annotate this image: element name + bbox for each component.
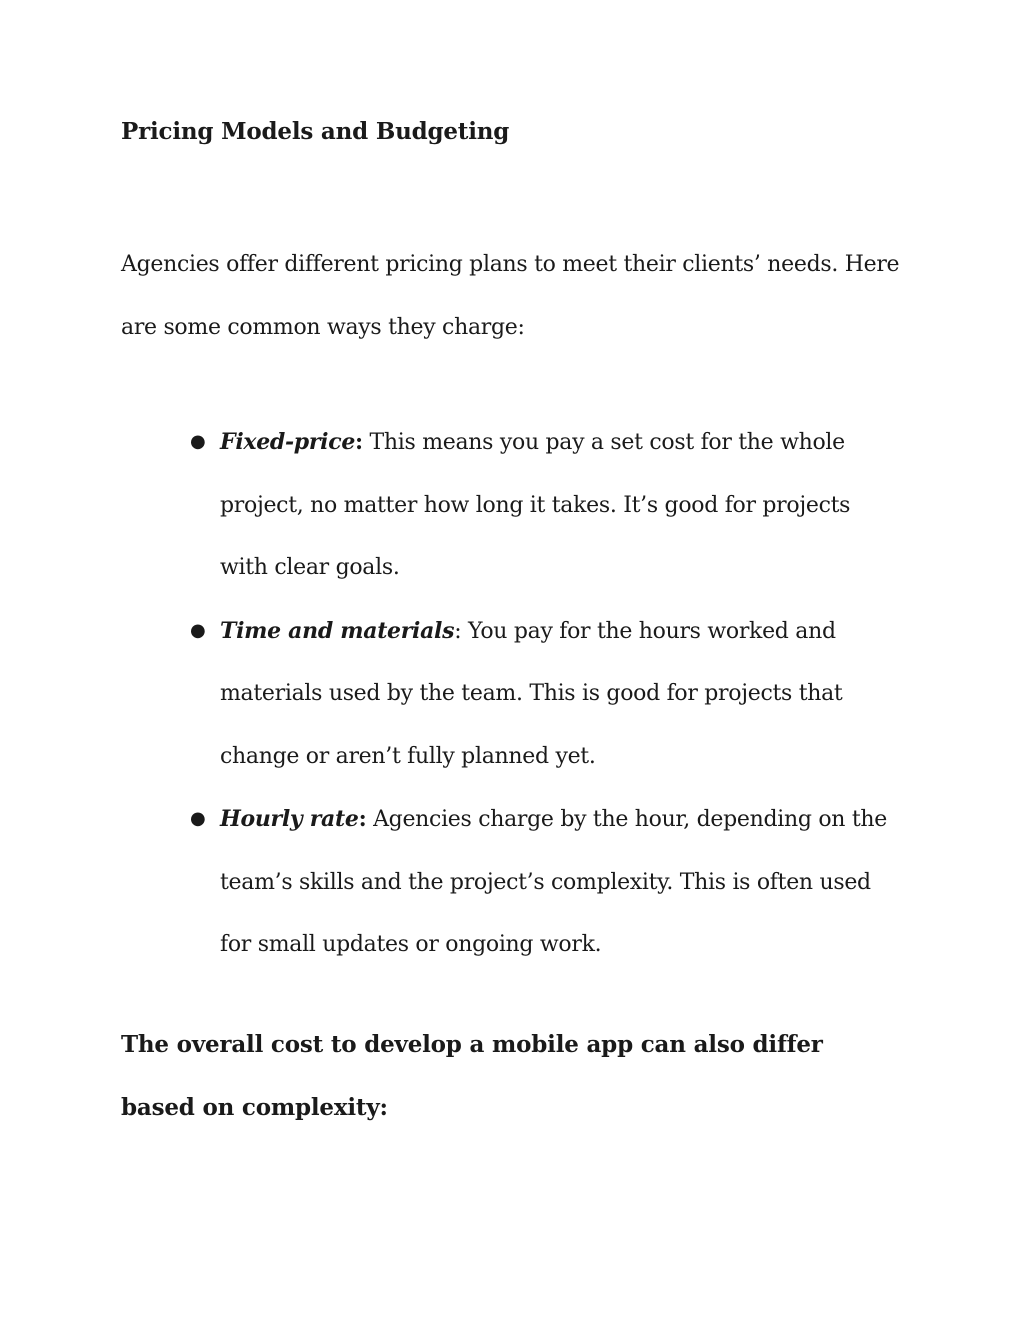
term-hourly-rate: Hourly rate <box>220 806 359 832</box>
closing-heading: The overall cost to develop a mobile app can also differ based on complexity: <box>121 1031 823 1121</box>
list-item-text: This means you pay a set cost for the whole project, no matter how long it takes. It’s good for projects with clear goals. <box>220 430 851 580</box>
pricing-models-list <box>190 411 890 977</box>
bullet-marker: ● <box>190 619 206 641</box>
list-item-text: Agencies charge by the hour, depending on the team’s skills and the project’s complexity. This is often used for small updates or ongoing work. <box>220 807 887 957</box>
term-time-and-materials: Time and materials <box>220 617 455 644</box>
section-heading: Pricing Models and Budgeting <box>121 118 510 145</box>
term-fixed-price: Fixed-price <box>220 429 356 455</box>
intro-paragraph: Agencies offer different pricing plans to meet their clients’ needs. Here are some common ways they charge: <box>121 252 900 340</box>
bullet-marker: ● <box>190 808 206 829</box>
term-separator: : <box>454 618 462 644</box>
list-item-hourly-rate <box>190 788 890 977</box>
list-item-fixed-price <box>190 411 890 600</box>
list-item-time-and-materials <box>190 600 890 789</box>
term-separator: : <box>358 806 367 832</box>
list-item-text: You pay for the hours worked and materials used by the team. This is good for projects that change or aren’t fully planned yet. <box>220 618 843 769</box>
bullet-marker: ● <box>190 431 206 452</box>
term-separator: : <box>355 429 363 455</box>
